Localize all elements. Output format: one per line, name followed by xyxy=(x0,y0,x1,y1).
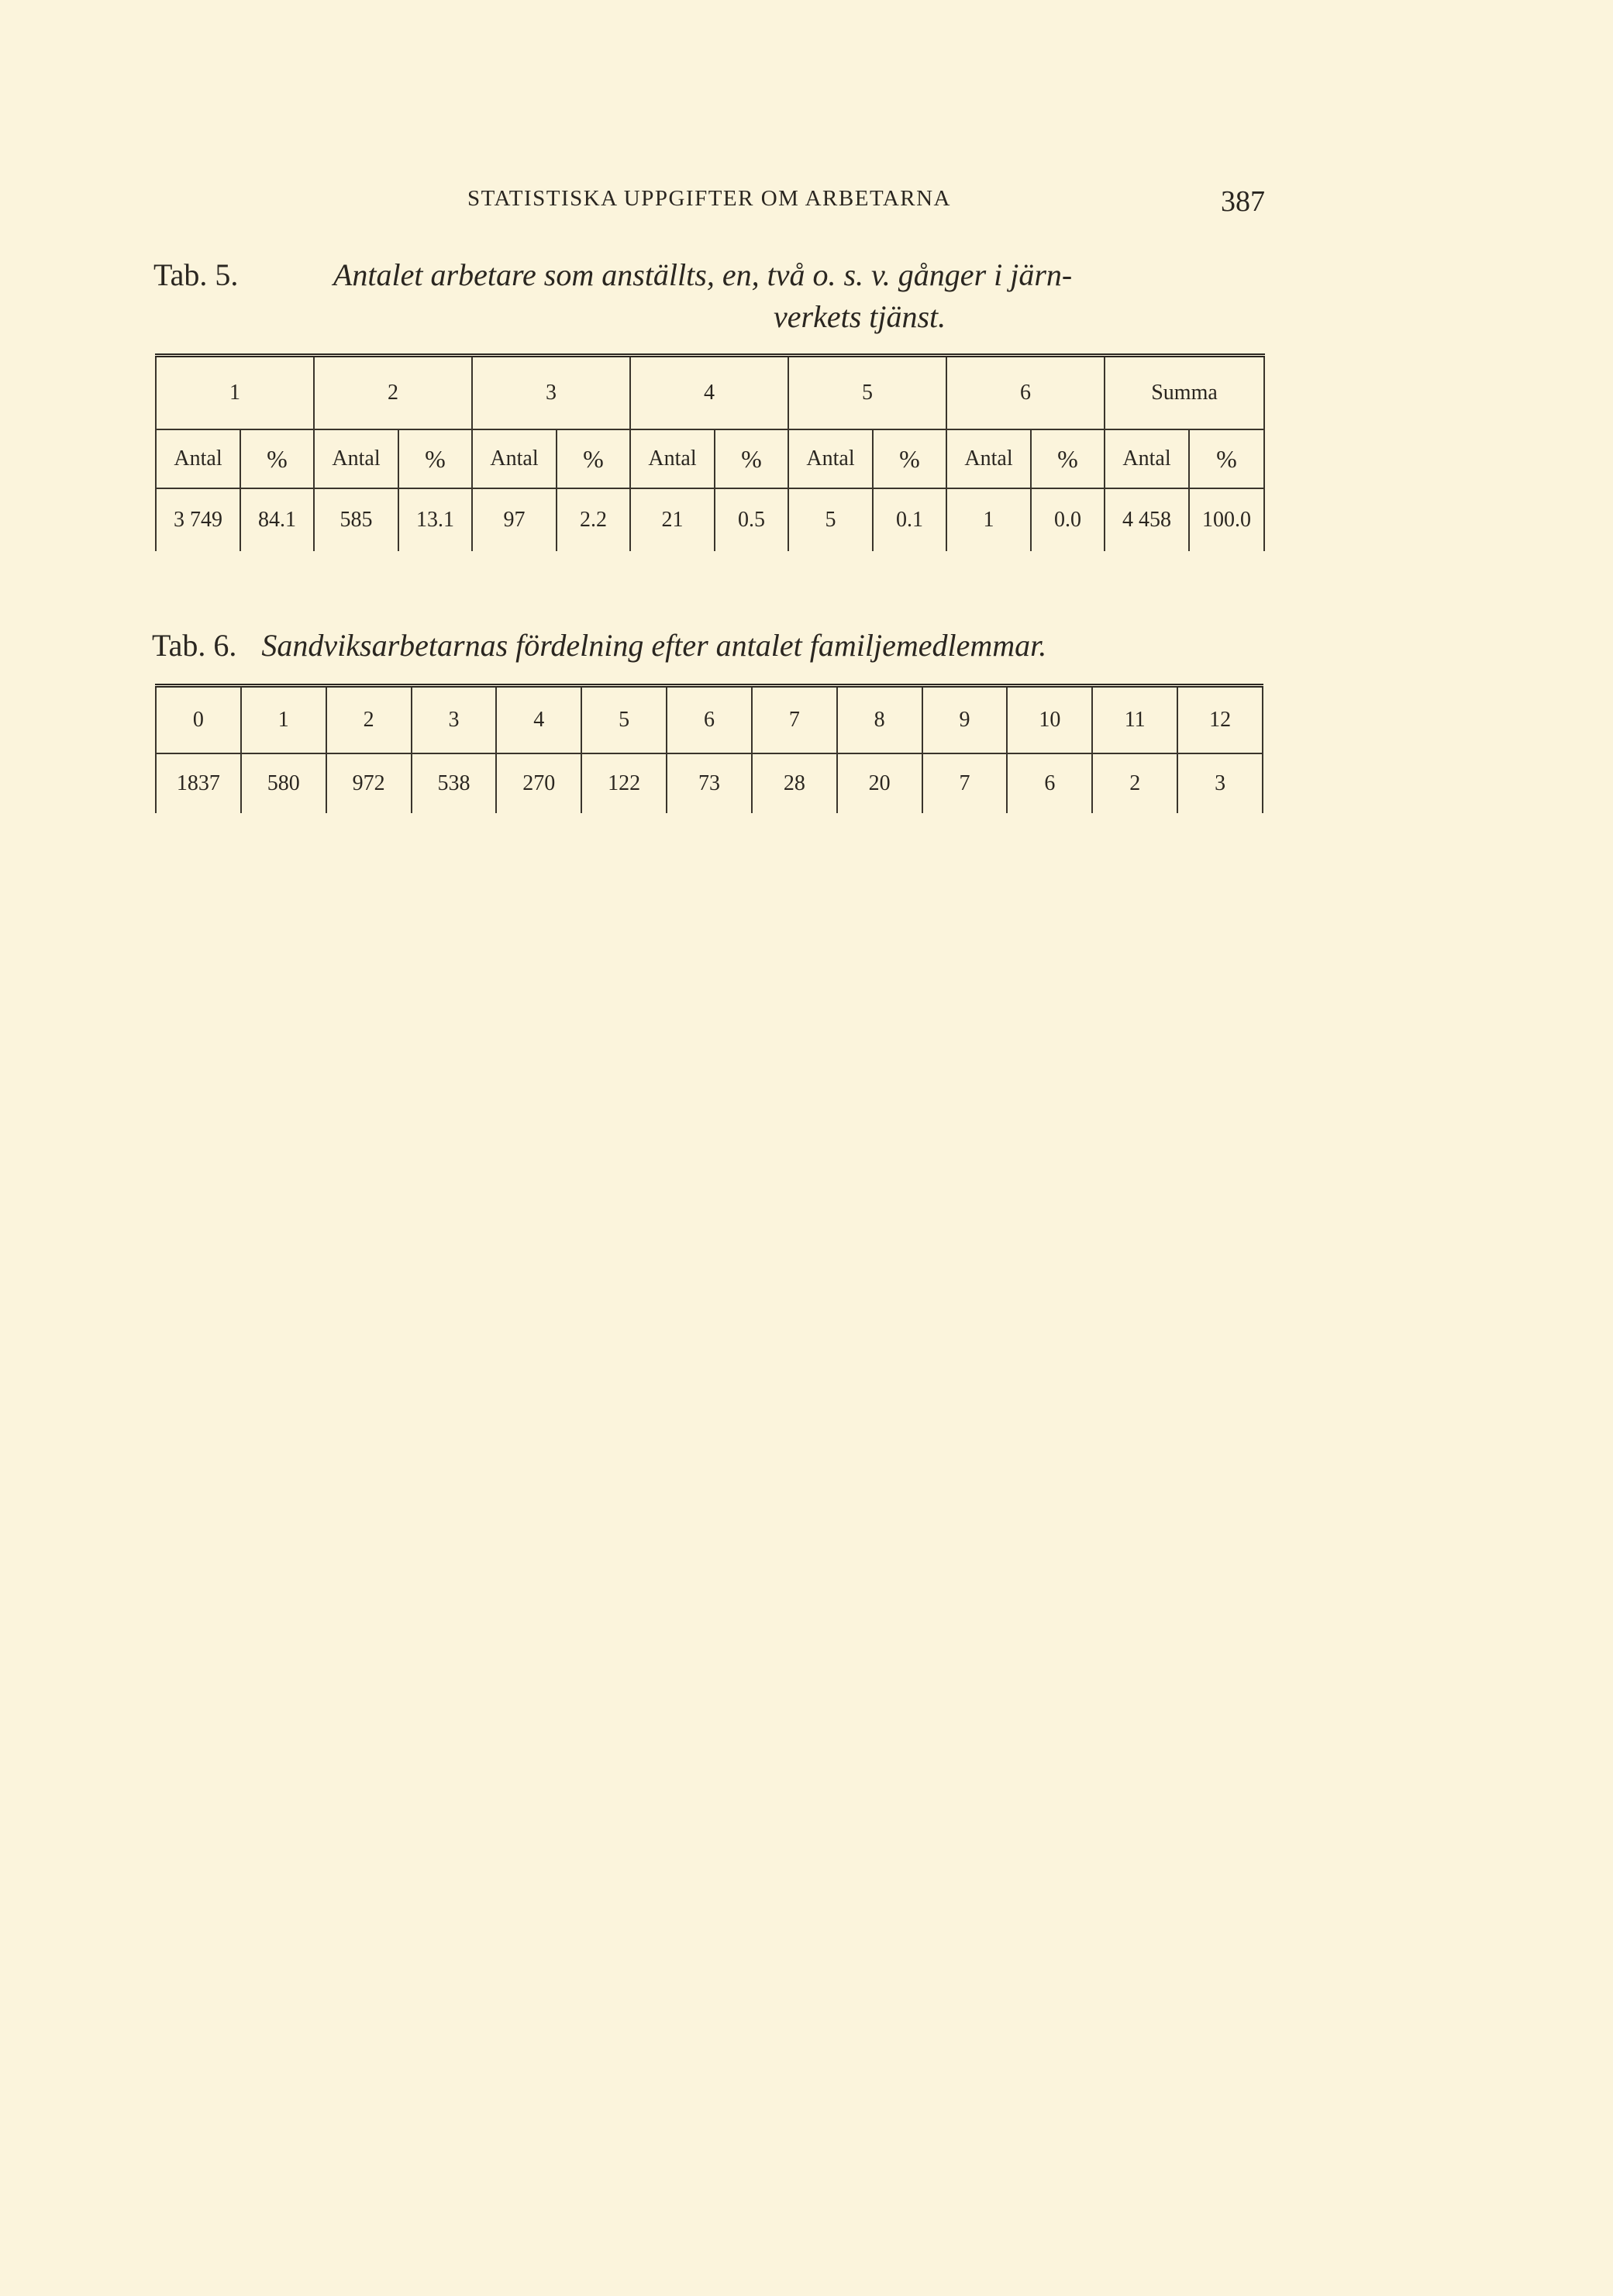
table-6-header-cell: 1 xyxy=(241,686,326,754)
table-5-cell: 1 xyxy=(946,488,1031,551)
table-5-cell: 0.0 xyxy=(1031,488,1105,551)
table-6-header-cell: 2 xyxy=(326,686,412,754)
table-5-cell: 5 xyxy=(788,488,873,551)
table-6-cell: 580 xyxy=(241,753,326,813)
table-6-header-cell: 4 xyxy=(496,686,581,754)
table-6-header-cell: 8 xyxy=(837,686,922,754)
table-5-cell: 2.2 xyxy=(557,488,630,551)
table-5-title-line1: Antalet arbetare som anställts, en, två o. s. v. gånger i järn- xyxy=(333,257,1073,292)
table-5-antal-header: Antal xyxy=(630,429,715,488)
table-6-label: Tab. 6. xyxy=(152,628,237,663)
table-6-cell: 28 xyxy=(752,753,837,813)
table-5-antal-header: Antal xyxy=(314,429,398,488)
table-5-percent-header: % xyxy=(240,429,314,488)
table-6-header-cell: 0 xyxy=(156,686,241,754)
table-5-antal-header: Antal xyxy=(472,429,557,488)
table-5-cell: 585 xyxy=(314,488,398,551)
table-6-header-row xyxy=(156,686,1263,754)
table-5-percent-header: % xyxy=(715,429,788,488)
table-5 xyxy=(155,353,1265,551)
table-5-group-header: 1 xyxy=(156,356,314,430)
page-number: 387 xyxy=(1221,185,1265,218)
table-5-cell: 0.5 xyxy=(715,488,788,551)
table-6-cell: 538 xyxy=(412,753,497,813)
table-6-cell: 73 xyxy=(667,753,752,813)
table-5-group-header: 5 xyxy=(788,356,946,430)
table-6-header-cell: 9 xyxy=(922,686,1008,754)
table-5-antal-header: Antal xyxy=(1105,429,1189,488)
table-6-caption xyxy=(152,625,1284,667)
table-5-title-line2: verkets tjänst. xyxy=(774,299,946,334)
table-5-group-header: Summa xyxy=(1105,356,1264,430)
table-5-antal-header: Antal xyxy=(788,429,873,488)
table-5-cell: 4 458 xyxy=(1105,488,1189,551)
table-5-data-row xyxy=(156,488,1264,551)
table-6-header-cell: 12 xyxy=(1177,686,1263,754)
table-6-header-cell: 3 xyxy=(412,686,497,754)
table-6-header-cell: 11 xyxy=(1092,686,1177,754)
table-6-cell: 1837 xyxy=(156,753,241,813)
table-5-cell: 3 749 xyxy=(156,488,240,551)
table-5-percent-header: % xyxy=(1031,429,1105,488)
table-5-cell: 0.1 xyxy=(873,488,946,551)
table-5-cell: 100.0 xyxy=(1189,488,1264,551)
table-6-title: Sandviksarbetarnas fördelning efter antalet familjemedlemmar. xyxy=(261,628,1047,663)
table-6-cell: 3 xyxy=(1177,753,1263,813)
table-6-cell: 122 xyxy=(581,753,667,813)
running-head: STATISTISKA UPPGIFTER OM ARBETARNA xyxy=(467,186,952,211)
table-5-antal-header: Antal xyxy=(946,429,1031,488)
table-6-cell: 6 xyxy=(1007,753,1092,813)
table-6 xyxy=(155,684,1263,813)
table-5-cell: 97 xyxy=(472,488,557,551)
table-6-data-row xyxy=(156,753,1263,813)
table-5-antal-header: Antal xyxy=(156,429,240,488)
table-5-group-header: 2 xyxy=(314,356,472,430)
table-6-header-cell: 5 xyxy=(581,686,667,754)
table-5-percent-header: % xyxy=(398,429,472,488)
table-5-title xyxy=(333,254,1418,338)
table-5-percent-header: % xyxy=(1189,429,1264,488)
table-5-group-header-row xyxy=(156,356,1264,430)
table-5-cell: 13.1 xyxy=(398,488,472,551)
table-6-cell: 972 xyxy=(326,753,412,813)
table-5-group-header: 4 xyxy=(630,356,788,430)
table-5-percent-header: % xyxy=(557,429,630,488)
table-5-label: Tab. 5. xyxy=(153,257,239,292)
table-6-cell: 7 xyxy=(922,753,1008,813)
table-6-header-cell: 10 xyxy=(1007,686,1092,754)
table-6-cell: 270 xyxy=(496,753,581,813)
table-5-cell: 21 xyxy=(630,488,715,551)
table-6-header-cell: 6 xyxy=(667,686,752,754)
table-5-percent-header: % xyxy=(873,429,946,488)
table-5-group-header: 6 xyxy=(946,356,1105,430)
table-6-cell: 20 xyxy=(837,753,922,813)
table-5-cell: 84.1 xyxy=(240,488,314,551)
table-6-cell: 2 xyxy=(1092,753,1177,813)
table-5-subheader-row xyxy=(156,429,1264,488)
table-5-group-header: 3 xyxy=(472,356,630,430)
table-6-header-cell: 7 xyxy=(752,686,837,754)
